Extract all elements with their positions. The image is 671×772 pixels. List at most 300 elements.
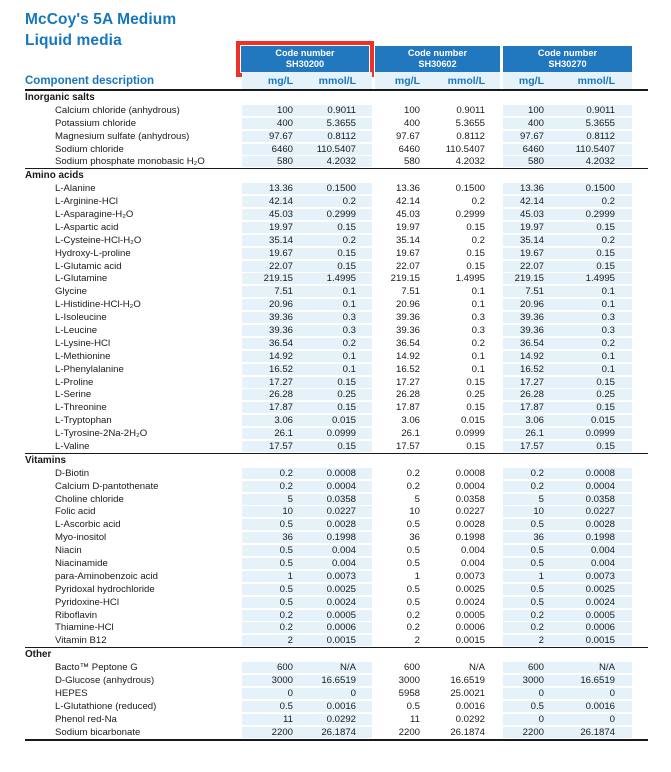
table-row (25, 480, 648, 493)
mmol-per-l-value: 110.5407 (445, 143, 485, 155)
table-row (25, 544, 648, 557)
table-row (25, 622, 648, 635)
table-row (25, 272, 648, 285)
mg-per-l-value: 2200 (398, 726, 420, 738)
table-row (25, 609, 648, 622)
mmol-per-l-value: 0.0028 (455, 519, 485, 531)
mmol-per-l-value: 0.15 (307, 441, 372, 452)
component-name: Calcium D-pantothenate (55, 480, 159, 492)
mmol-per-l-value: 0.1500 (568, 183, 632, 194)
table-row (25, 117, 648, 130)
mg-per-l-value: 1 (242, 571, 307, 582)
mg-per-l-value: 13.36 (503, 183, 568, 194)
table-row (25, 388, 648, 401)
mmol-per-l-value: 0.0016 (307, 701, 372, 712)
mmol-per-l-value: 0.1 (471, 363, 485, 375)
mg-per-l-value: 17.57 (503, 441, 568, 452)
component-name: L-Threonine (55, 402, 107, 414)
component-name: D-Biotin (55, 467, 90, 479)
mg-per-l-value: 3000 (242, 675, 307, 686)
mmol-per-l-value: 0.2 (471, 196, 485, 208)
mmol-per-l-value: 0.0008 (455, 467, 485, 479)
component-name: L-Leucine (55, 324, 98, 336)
mg-per-l-value: 0.5 (503, 597, 568, 608)
mmol-per-l-value: 0.0024 (568, 597, 632, 608)
mmol-per-l-value: 4.2032 (455, 156, 485, 168)
table-row (25, 143, 648, 156)
mg-per-l-value: 35.14 (395, 234, 420, 246)
mmol-per-l-value: 0 (307, 688, 372, 699)
table-row (25, 557, 648, 570)
mg-per-l-value: 0.5 (242, 701, 307, 712)
mg-per-l-value: 0.2 (242, 622, 307, 633)
component-name: Calcium chloride (anhydrous) (55, 104, 180, 116)
mg-per-l-value: 0.5 (406, 700, 420, 712)
mmol-per-l-value: 0.2 (307, 338, 372, 349)
mmol-per-l-value: N/A (568, 662, 632, 673)
mmol-per-l-value: 0.1 (568, 286, 632, 297)
mmol-per-l-value: 0.2999 (455, 208, 485, 220)
mmol-per-l-value: 0.0999 (568, 428, 632, 439)
table-row (25, 376, 648, 389)
component-name: Potassium chloride (55, 117, 137, 129)
mmol-per-l-value: 0.15 (568, 261, 632, 272)
mmol-per-l-value: 0 (568, 688, 632, 699)
mg-per-l-value: 100 (403, 104, 420, 116)
mg-per-l-value: 19.67 (503, 248, 568, 259)
component-name: L-Serine (55, 389, 92, 401)
mmol-per-l-value: 0.15 (568, 441, 632, 452)
mmol-per-l-value: 0.0006 (307, 622, 372, 633)
mg-per-l-value: 0.5 (503, 584, 568, 595)
component-name: L-Tryptophan (55, 415, 112, 427)
mmol-per-l-value: 26.1874 (450, 726, 485, 738)
mmol-per-l-value: 110.5407 (307, 144, 372, 155)
mmol-per-l-value: 1.4995 (307, 273, 372, 284)
mmol-per-l-value: 0.004 (307, 558, 372, 569)
section-header-row (25, 169, 648, 182)
mmol-per-l-value: 0.3 (307, 325, 372, 336)
table-row (25, 687, 648, 700)
mg-per-l-value: 36 (409, 532, 420, 544)
mmol-per-l-value: 0.0016 (455, 700, 485, 712)
mmol-per-l-value: 1.4995 (568, 273, 632, 284)
table-row (25, 104, 648, 117)
table-row (25, 427, 648, 440)
mmol-per-l-value: 0.3 (568, 325, 632, 336)
component-name: L-Glutathione (reduced) (55, 700, 157, 712)
mg-per-l-value: 17.27 (503, 377, 568, 388)
media-formulation-table (25, 72, 648, 741)
mg-per-l-value: 17.27 (242, 377, 307, 388)
mg-per-l-value: 22.07 (242, 261, 307, 272)
component-name: L-Aspartic acid (55, 221, 119, 233)
page-title (25, 9, 176, 51)
mmol-per-l-value: 0.0005 (568, 610, 632, 621)
mg-per-l-value: 17.27 (395, 376, 420, 388)
mmol-per-l-value: 0.1998 (307, 532, 372, 543)
mmol-per-l-value: 0.15 (466, 440, 485, 452)
mg-per-l-value: 36.54 (242, 338, 307, 349)
mmol-per-l-value: 0.15 (466, 376, 485, 388)
mg-per-l-value: 42.14 (242, 196, 307, 207)
mmol-per-l-value: 0.8112 (456, 130, 485, 142)
mg-per-l-value: 0 (503, 714, 568, 725)
mmol-per-l-value: 0.15 (568, 377, 632, 388)
mg-per-l-value: 0.5 (406, 558, 420, 569)
mg-per-l-value: 6460 (398, 143, 420, 155)
component-name: L-Glutamine (55, 273, 108, 285)
mg-per-l-value: 17.57 (242, 441, 307, 452)
mmol-per-l-value: 0.0292 (455, 713, 485, 725)
mmol-per-l-value: 0.8112 (568, 131, 632, 142)
mg-per-l-value: 45.03 (395, 208, 420, 220)
unit-header-mg-l: mg/L (242, 72, 307, 89)
mmol-per-l-value: 0.0025 (307, 584, 372, 595)
table-row (25, 726, 648, 739)
mmol-per-l-value: 0.1 (568, 299, 632, 310)
mmol-per-l-value: 0.1 (471, 299, 485, 311)
table-row (25, 363, 648, 376)
component-name: Sodium phosphate monobasic H₂O (55, 156, 205, 168)
mg-per-l-value: 0.5 (242, 519, 307, 530)
mmol-per-l-value: 0.15 (466, 247, 485, 259)
mmol-per-l-value: N/A (469, 662, 485, 674)
mmol-per-l-value: 5.3655 (307, 118, 372, 129)
section-header-row (25, 454, 648, 467)
table-row (25, 324, 648, 337)
mg-per-l-value: 5 (503, 494, 568, 505)
mg-per-l-value: 0.2 (406, 609, 420, 621)
component-name: Niacinamide (55, 558, 108, 569)
mmol-per-l-value: 0.015 (307, 415, 372, 426)
mg-per-l-value: 3.06 (242, 415, 307, 426)
component-name: L-Histidine-HCl-H₂O (55, 299, 141, 311)
mg-per-l-value: 36.54 (395, 337, 420, 349)
mmol-per-l-value: 0.0015 (568, 635, 632, 646)
unit-header-mmol-l: mmol/L (568, 72, 632, 89)
mg-per-l-value: 20.96 (395, 299, 420, 311)
table-row (25, 285, 648, 298)
product-subtitle: Liquid media (25, 32, 122, 49)
mg-per-l-value: 11 (410, 713, 420, 725)
mmol-per-l-value: 0.0028 (568, 519, 632, 530)
code-number-box-sh30602 (375, 46, 500, 72)
mmol-per-l-value: 0.1998 (455, 532, 485, 544)
mmol-per-l-value: 26.1874 (307, 727, 372, 738)
table-row (25, 130, 648, 143)
unit-header-mg-l: mg/L (375, 72, 438, 89)
mg-per-l-value: 0 (503, 688, 568, 699)
mg-per-l-value: 17.87 (242, 402, 307, 413)
mmol-per-l-value: 0.004 (460, 545, 485, 557)
mmol-per-l-value: 0.9011 (568, 105, 632, 116)
mg-per-l-value: 39.36 (242, 312, 307, 323)
mmol-per-l-value: 0.0358 (455, 493, 485, 505)
mg-per-l-value: 14.92 (395, 350, 420, 362)
mmol-per-l-value: 0.0073 (307, 571, 372, 582)
mmol-per-l-value: 0.004 (307, 545, 372, 556)
mmol-per-l-value: 16.6519 (568, 675, 632, 686)
mmol-per-l-value: 0.2999 (307, 209, 372, 220)
mg-per-l-value: 0.5 (503, 558, 568, 569)
component-name: Glycine (55, 286, 87, 298)
mg-per-l-value: 3.06 (401, 415, 420, 427)
mg-per-l-value: 16.52 (395, 363, 420, 375)
table-row (25, 208, 648, 221)
component-name: L-Asparagine-H₂O (55, 208, 134, 220)
mmol-per-l-value: 0.2 (471, 337, 485, 349)
mmol-per-l-value: 0.0025 (455, 583, 485, 595)
mg-per-l-value: 26.1 (503, 428, 568, 439)
table-row (25, 583, 648, 596)
component-description-header: Component description (25, 75, 155, 87)
mg-per-l-value: 17.87 (503, 402, 568, 413)
mmol-per-l-value: 0.0358 (307, 494, 372, 505)
component-name: Folic acid (55, 506, 96, 518)
mmol-per-l-value: 4.2032 (568, 156, 632, 167)
component-name: Sodium chloride (55, 143, 124, 155)
mg-per-l-value: 0.5 (503, 519, 568, 530)
component-name: Phenol red-Na (55, 713, 117, 725)
component-name: Myo-inositol (55, 532, 107, 544)
mg-per-l-value: 17.57 (395, 440, 420, 452)
table-row (25, 260, 648, 273)
table-row (25, 182, 648, 195)
mg-per-l-value: 5958 (398, 687, 420, 699)
mg-per-l-value: 219.15 (242, 273, 307, 284)
mg-per-l-value: 0.5 (503, 545, 568, 556)
mmol-per-l-value: 0.2 (568, 235, 632, 246)
mg-per-l-value: 100 (503, 105, 568, 116)
mmol-per-l-value: 0.0004 (455, 480, 485, 492)
mg-per-l-value: 39.36 (395, 312, 420, 324)
section-header-row (25, 648, 648, 661)
mg-per-l-value: 2 (242, 635, 307, 646)
table-row (25, 570, 648, 583)
mmol-per-l-value: 0.15 (466, 221, 485, 233)
mg-per-l-value: 97.67 (242, 131, 307, 142)
mg-per-l-value: 13.36 (395, 183, 420, 195)
mg-per-l-value: 10 (409, 506, 420, 518)
mg-per-l-value: 0.5 (242, 584, 307, 595)
mmol-per-l-value: 0.15 (466, 260, 485, 272)
component-name: Magnesium sulfate (anhydrous) (55, 130, 190, 142)
mg-per-l-value: 36 (503, 532, 568, 543)
mg-per-l-value: 36 (242, 532, 307, 543)
mmol-per-l-value: 0.9011 (456, 104, 485, 116)
table-row (25, 401, 648, 414)
mmol-per-l-value: 0.004 (568, 545, 632, 556)
mmol-per-l-value: 0.2 (307, 196, 372, 207)
component-name: L-Glutamic acid (55, 260, 122, 272)
mg-per-l-value: 1 (503, 571, 568, 582)
mg-per-l-value: 0.5 (406, 596, 420, 608)
component-name: Bacto™ Peptone G (55, 662, 138, 674)
code-number-label: Code number (275, 48, 335, 58)
mmol-per-l-value: 0.15 (307, 377, 372, 388)
table-row (25, 337, 648, 350)
table-row (25, 506, 648, 519)
mg-per-l-value: 0.2 (503, 468, 568, 479)
mg-per-l-value: 39.36 (242, 325, 307, 336)
component-name: L-Alanine (55, 183, 96, 195)
mmol-per-l-value: 0.2999 (568, 209, 632, 220)
mmol-per-l-value: 0.0024 (307, 597, 372, 608)
mg-per-l-value: 14.92 (503, 351, 568, 362)
mg-per-l-value: 26.1 (401, 428, 420, 440)
code-number-label: Code number (407, 48, 468, 58)
mg-per-l-value: 5 (414, 493, 420, 505)
table-row (25, 350, 648, 363)
component-name: L-Valine (55, 440, 90, 452)
mg-per-l-value: 0.5 (406, 583, 420, 595)
mmol-per-l-value: 16.6519 (307, 675, 372, 686)
mmol-per-l-value: 0.0227 (568, 506, 632, 517)
mg-per-l-value: 5 (242, 494, 307, 505)
table-row (25, 713, 648, 726)
code-number-value: SH30602 (418, 59, 457, 69)
table-row (25, 661, 648, 674)
mmol-per-l-value: 0.0073 (455, 570, 485, 582)
mmol-per-l-value: 0.0008 (307, 468, 372, 479)
mmol-per-l-value: 0.1500 (307, 183, 372, 194)
mmol-per-l-value: 0.0005 (307, 610, 372, 621)
mmol-per-l-value: 1.4995 (455, 273, 485, 285)
mg-per-l-value: 13.36 (242, 183, 307, 194)
mg-per-l-value: 42.14 (503, 196, 568, 207)
table-row (25, 440, 648, 453)
mg-per-l-value: 0.2 (406, 480, 420, 492)
section-title: Other (25, 649, 52, 661)
mg-per-l-value: 22.07 (395, 260, 420, 272)
table-row (25, 493, 648, 506)
mg-per-l-value: 0.2 (406, 622, 420, 634)
mg-per-l-value: 26.28 (395, 389, 420, 401)
mmol-per-l-value: 4.2032 (307, 156, 372, 167)
table-row (25, 155, 648, 168)
mg-per-l-value: 39.36 (503, 312, 568, 323)
unit-header-mg-l: mg/L (503, 72, 568, 89)
component-name: HEPES (55, 687, 88, 699)
mmol-per-l-value: 0.1 (307, 299, 372, 310)
mmol-per-l-value: 0.15 (466, 402, 485, 414)
mmol-per-l-value: 0.1 (471, 350, 485, 362)
component-name: L-Lysine-HCl (55, 337, 111, 349)
component-name: L-Phenylalanine (55, 363, 124, 375)
mmol-per-l-value: 0.015 (568, 415, 632, 426)
mg-per-l-value: 20.96 (242, 299, 307, 310)
component-name: L-Tyrosine-2Na-2H₂O (55, 428, 148, 440)
mg-per-l-value: 14.92 (242, 351, 307, 362)
component-name: Vitamin B12 (55, 635, 107, 647)
component-name: para-Aminobenzoic acid (55, 570, 158, 582)
mg-per-l-value: 45.03 (242, 209, 307, 220)
component-name: Sodium bicarbonate (55, 726, 141, 738)
mmol-per-l-value: 0.0015 (307, 635, 372, 646)
mmol-per-l-value: 0.0227 (455, 506, 485, 518)
mg-per-l-value: 0.5 (242, 558, 307, 569)
mmol-per-l-value: 0.0999 (307, 428, 372, 439)
table-row (25, 414, 648, 427)
section-other (25, 647, 648, 738)
unit-header-mmol-l: mmol/L (307, 72, 372, 89)
table-row (25, 596, 648, 609)
mmol-per-l-value: 0.2 (471, 234, 485, 246)
mg-per-l-value: 2 (503, 635, 568, 646)
mg-per-l-value: 19.97 (503, 222, 568, 233)
mg-per-l-value: 35.14 (242, 235, 307, 246)
mmol-per-l-value: 0.0024 (455, 596, 485, 608)
component-name: Hydroxy-L-proline (55, 247, 131, 259)
mmol-per-l-value: 0.15 (307, 222, 372, 233)
mg-per-l-value: 600 (242, 662, 307, 673)
component-name: Choline chloride (55, 493, 124, 505)
table-row (25, 195, 648, 208)
mg-per-l-value: 1 (414, 570, 420, 582)
mmol-per-l-value: 0.25 (466, 389, 485, 401)
mmol-per-l-value: 0.25 (568, 389, 632, 400)
mg-per-l-value: 100 (242, 105, 307, 116)
table-row (25, 674, 648, 687)
mmol-per-l-value: 0.0008 (568, 468, 632, 479)
component-name: D-Glucose (anhydrous) (55, 675, 155, 687)
mmol-per-l-value: 0.15 (568, 222, 632, 233)
code-number-label: Code number (537, 48, 598, 58)
section-inorganic-salts (25, 91, 648, 168)
section-title: Amino acids (25, 170, 84, 182)
mmol-per-l-value: 0.0999 (455, 428, 485, 440)
mg-per-l-value: 35.14 (503, 235, 568, 246)
mg-per-l-value: 7.51 (401, 286, 420, 298)
table-row (25, 247, 648, 260)
mmol-per-l-value: 0.2 (568, 338, 632, 349)
code-number-value: SH30200 (285, 59, 325, 69)
code-number-box-sh30270 (503, 46, 632, 72)
mg-per-l-value: 0.2 (503, 610, 568, 621)
code-number-box-sh30200[interactable] (241, 46, 369, 72)
mmol-per-l-value: 0.8112 (307, 131, 372, 142)
mg-per-l-value: 219.15 (503, 273, 568, 284)
mg-per-l-value: 400 (503, 118, 568, 129)
mg-per-l-value: 42.14 (395, 196, 420, 208)
mmol-per-l-value: 0.25 (307, 389, 372, 400)
component-name: L-Arginine-HCl (55, 196, 118, 208)
mmol-per-l-value: 0.1 (568, 364, 632, 375)
mg-per-l-value: 0.2 (242, 468, 307, 479)
mg-per-l-value: 39.36 (503, 325, 568, 336)
mg-per-l-value: 22.07 (503, 261, 568, 272)
component-name: L-Proline (55, 376, 94, 388)
mg-per-l-value: 19.97 (395, 221, 420, 233)
mg-per-l-value: 2200 (503, 727, 568, 738)
mmol-per-l-value: 0.0015 (455, 635, 485, 647)
mg-per-l-value: 16.52 (503, 364, 568, 375)
table-row (25, 531, 648, 544)
mg-per-l-value: 45.03 (503, 209, 568, 220)
mg-per-l-value: 26.1 (242, 428, 307, 439)
mmol-per-l-value: 0.0073 (568, 571, 632, 582)
table-row (25, 518, 648, 531)
mmol-per-l-value: 0.0004 (307, 481, 372, 492)
mmol-per-l-value: 0.3 (568, 312, 632, 323)
mg-per-l-value: 3000 (503, 675, 568, 686)
mmol-per-l-value: 0.1 (307, 364, 372, 375)
unit-header-mmol-l: mmol/L (438, 72, 500, 89)
mg-per-l-value: 0.5 (406, 545, 420, 557)
mmol-per-l-value: 0.004 (568, 558, 632, 569)
section-header-row (25, 91, 648, 104)
